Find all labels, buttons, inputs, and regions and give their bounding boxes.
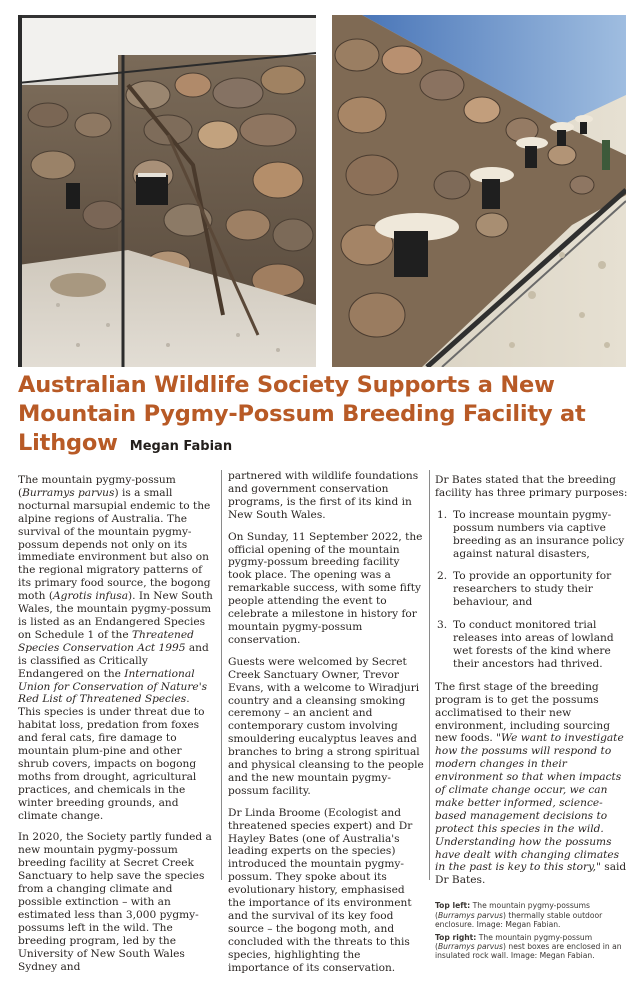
author-byline: Megan Fabian — [129, 439, 233, 454]
column-2 — [228, 470, 424, 984]
paragraph: On Sunday, 11 September 2022, the official opening of the mountain pygmy-possum breeding facility took place. The opening was a remarkable success, with some fifty people attending the event to celebrate a milestone in history for mountain pygmy-possum conservation. — [228, 530, 423, 646]
list-item: 2. To provide an opportunity for researchers to study their behaviour, and — [437, 570, 612, 609]
article-title-text: Australian Wildlife Society Supports a New Mountain Pygmy-Possum Breeding Facility at Lithgow — [18, 372, 586, 456]
paragraph: The first stage of the breeding program is to get the possums acclimatised to their new environment, including sourcing new foods. "We want to investigate how the possums will respond to modern changes in their environment so that when impacts of climate change occur, we can make better informed, science-based management decisions to protect this species in the wild. Understanding how the possums have dealt with changing climates in the past is key to this story," said Dr Bates. — [435, 680, 627, 887]
nest-box-wall-photo — [332, 15, 626, 367]
article-title — [18, 371, 626, 461]
column-3 — [435, 474, 628, 964]
enclosure-photo — [18, 15, 316, 367]
paragraph: The mountain pygmy-possum (Burramys parvus) is a small nocturnal marsupial endemic to the alpine regions of Australia. The survival of the mountain pygmy-possum depends not only on its immediate environment but also on the regional migratory patterns of its primary food source, the bogong moth (Agrotis infusa). In New South Wales, the mountain pygmy-possum is listed as an Endangered Species on Schedule 1 of the Threatened Species Conservation Act 1995 and is classified as Critically Endangered on the International Union for Conservation of Nature's Red List of Threatened Species. This species is under threat due to habitat loss, predation from foxes and feral cats, fire damage to mountain plum-pine and other shrub covers, impacts on bogong moths from drought, agricultural practices, and chemicals in the winter breeding grounds, and climate change. — [18, 474, 213, 822]
caption-top-right: Top right: The mountain pygmy-possum (Burramys parvus) nest boxes are enclosed in an insulated rock wall. Image: Megan Fabian. — [435, 932, 622, 961]
paragraph: Dr Bates stated that the breeding facility has three primary purposes: — [435, 474, 628, 499]
paragraph: partnered with wildlife foundations and government conservation programs, is the first of its kind in New South Wales. — [228, 470, 419, 521]
caption-top-left: Top left: The mountain pygmy-possums (Burramys parvus) thermally stable outdoor enclosure. Image: Megan Fabian. — [435, 901, 603, 930]
paragraph: Guests were welcomed by Secret Creek Sanctuary Owner, Trevor Evans, with a welcome to Wiradjuri country and a cleansing smoking ceremony – an ancient and contemporary custom involving smouldering eucalyptus leaves and branches to bring a strong spiritual and physical cleansing to the people and the new mountain pygmy-possum facility. — [228, 655, 424, 797]
paragraph: In 2020, the Society partly funded a new mountain pygmy-possum breeding facility at Secret Creek Sanctuary to help save the species from a changing climate and possible extinction – with an estimated less than 3,000 pygmy-possums left in the wild. The breeding program, led by the University of New South Wales Sydney and — [18, 831, 212, 973]
column-1 — [18, 474, 214, 982]
column-divider — [429, 470, 430, 880]
list-item: 3. To conduct monitored trial releases into areas of lowland wet forests of the kind where their ancestors had thrived. — [437, 619, 614, 670]
photo-captions — [435, 901, 628, 960]
list-item: 1. To increase mountain pygmy-possum numbers via captive breeding as an insurance policy against natural disasters, — [437, 508, 625, 560]
quote: "We want to investigate how the possums will respond to modern changes in their environment so that when impacts of climate change occur, we can make better informed, science-based management decisions to protect this species in the wild. Understanding how the possums have dealt with changing climates in the past is key to this story," — [435, 732, 624, 874]
paragraph: Dr Linda Broome (Ecologist and threatened species expert) and Dr Hayley Bates (one of Australia's leading experts on the species) introduced the mountain pygmy-possum. They spoke about its evolutionary history, emphasised the importance of its environment and the survival of its key food source – the bogong moth, and concluded with the threats to this species, highlighting the importance of its conservation. — [228, 806, 413, 974]
column-divider — [221, 470, 222, 880]
purposes-list — [435, 509, 628, 671]
